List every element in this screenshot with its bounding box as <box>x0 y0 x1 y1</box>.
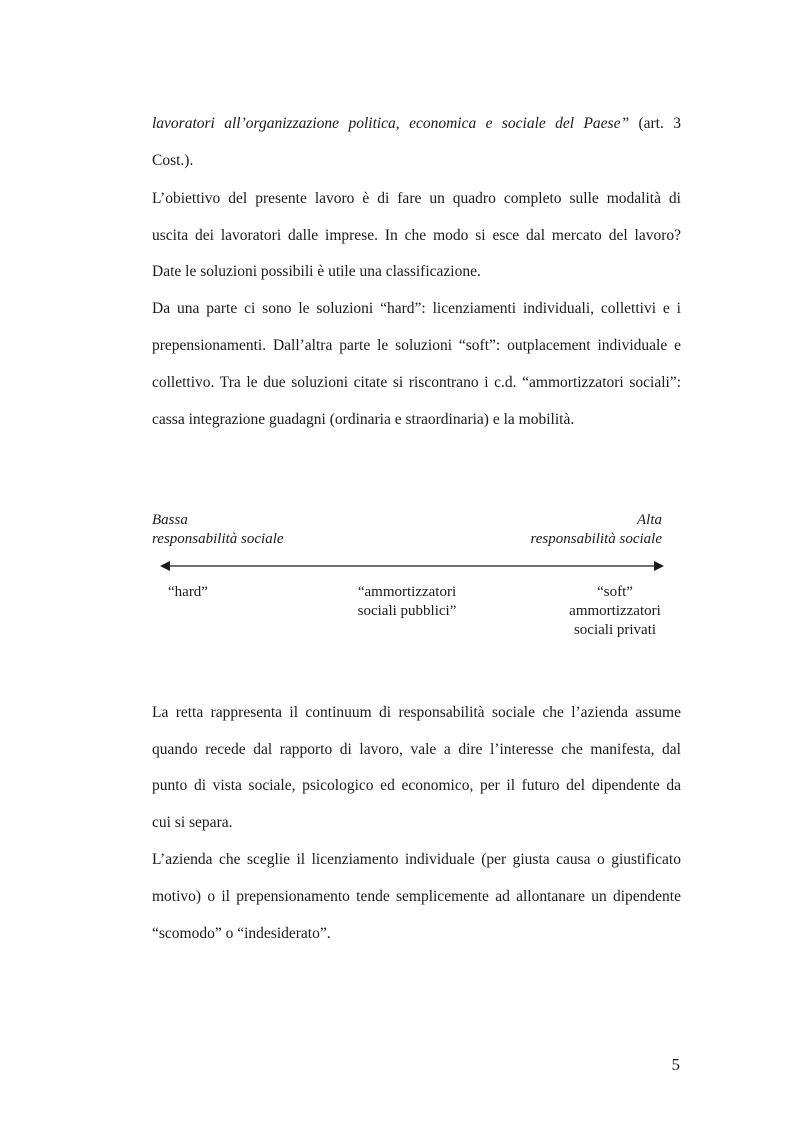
diagram-left-label-line-1: Bassa <box>152 512 188 528</box>
citation-text: (art. 3 <box>629 115 681 132</box>
paragraph-3-line-3: collettivo. Tra le due soluzioni citate si riscontrano i c.d. “ammortizzatori sociali”: <box>152 374 681 391</box>
paragraph-5-line-2: motivo) o il prepensionamento tende semplicemente ad allontanare un dipendente <box>152 888 681 905</box>
paragraph-1-line-2: Cost.). <box>152 152 194 169</box>
diagram-left-label-line-2: responsabilità sociale <box>152 531 284 547</box>
paragraph-4-line-4: cui si separa. <box>152 814 233 831</box>
paragraph-2-line-1: L’obiettivo del presente lavoro è di fare un quadro completo sulle modalità di <box>152 190 681 207</box>
paragraph-3-line-4: cassa integrazione guadagni (ordinaria e straordinaria) e la mobilità. <box>152 411 575 428</box>
paragraph-5-line-1: L’azienda che sceglie il licenziamento individuale (per giusta causa o giustificato <box>152 851 681 868</box>
paragraph-3-line-2: prepensionamenti. Dall’altra parte le soluzioni “soft”: outplacement individuale e <box>152 337 681 354</box>
diagram-soft-label-line-2: ammortizzatori <box>569 603 661 619</box>
left-arrowhead <box>160 561 170 571</box>
diagram-hard-label: “hard” <box>168 584 208 600</box>
diagram-right-label-line-2: responsabilità sociale <box>530 531 662 547</box>
right-arrowhead <box>654 561 664 571</box>
diagram-right-label-line-1: Alta <box>637 512 662 528</box>
diagram-soft-label-line-3: sociali privati <box>573 622 657 638</box>
diagram-soft-label-line-1: “soft” <box>597 584 633 600</box>
quote-text: lavoratori all’organizzazione politica, economica e sociale del Paese” <box>152 115 630 132</box>
paragraph-4-line-3: punto di vista sociale, psicologico ed economico, per il futuro del dipendente da <box>152 777 681 794</box>
diagram-public-label-line-2: sociali pubblici” <box>357 603 457 619</box>
paragraph-5-line-3: “scomodo” o “indesiderato”. <box>152 925 331 942</box>
paragraph-3-line-1: Da una parte ci sono le soluzioni “hard”: licenziamenti individuali, collettivi e i <box>152 300 681 317</box>
diagram-public-label-line-1: “ammortizzatori <box>357 584 457 600</box>
paragraph-2-line-2: uscita dei lavoratori dalle imprese. In che modo si esce dal mercato del lavoro? <box>152 227 681 244</box>
paragraph-4-line-1: La retta rappresenta il continuum di responsabilità sociale che l’azienda assume <box>152 704 681 721</box>
paragraph-1-line-1 <box>152 114 681 134</box>
continuum-arrow <box>160 558 670 574</box>
page-number: 5 <box>671 1055 680 1074</box>
paragraph-4-line-2: quando recede dal rapporto di lavoro, vale a dire l’interesse che manifesta, dal <box>152 741 681 758</box>
paragraph-2-line-3: Date le soluzioni possibili è utile una classificazione. <box>152 263 481 280</box>
